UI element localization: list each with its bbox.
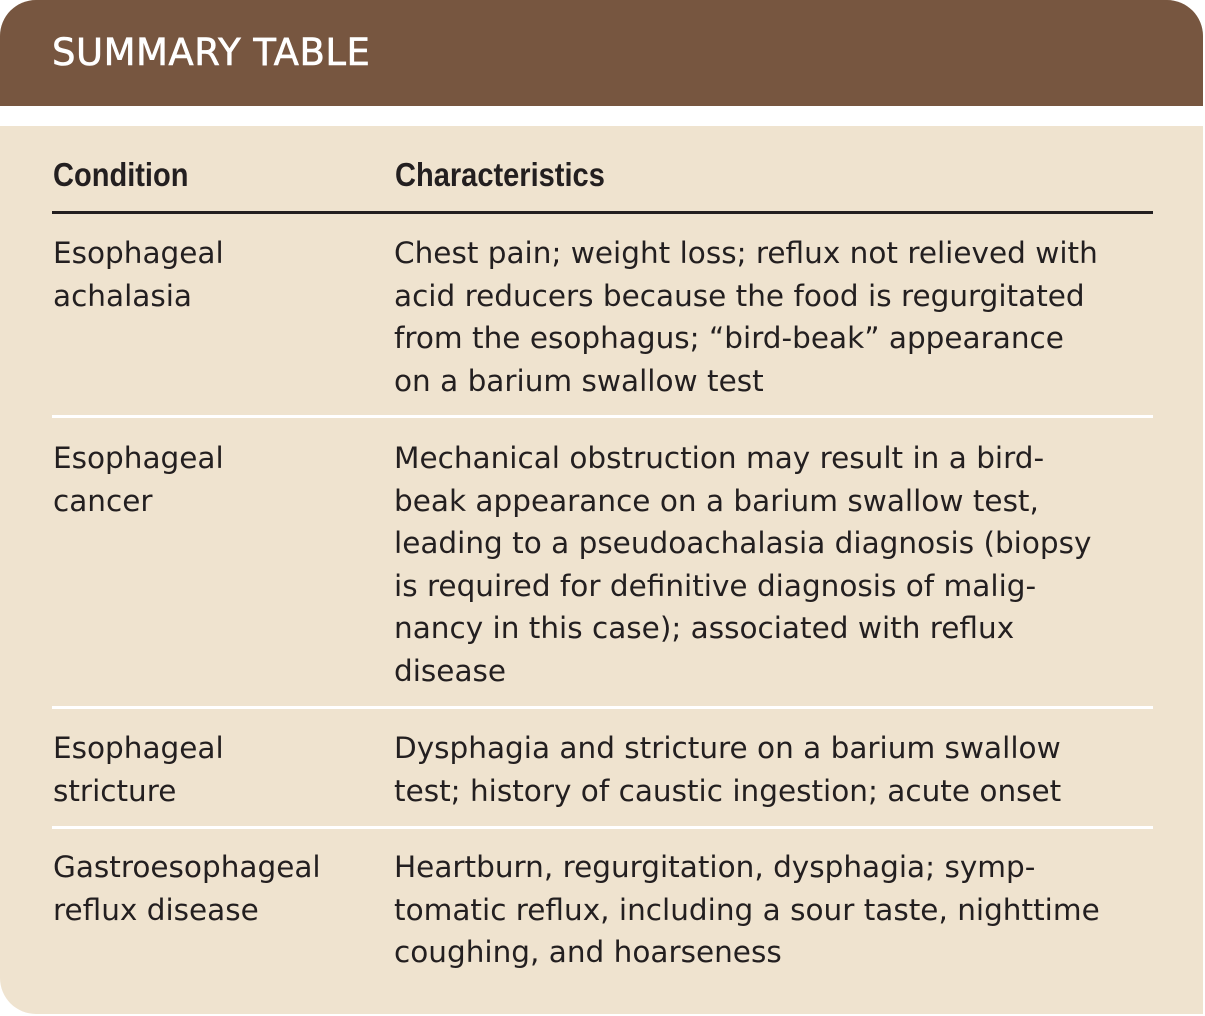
column-header-condition: Condition	[53, 156, 189, 193]
column-header-characteristics: Characteristics	[395, 156, 605, 193]
row-divider	[52, 415, 1153, 418]
summary-table-title: SUMMARY TABLE	[52, 31, 371, 74]
row-3-condition: Esophageal stricture	[53, 731, 224, 808]
row-1-condition: Esophageal achalasia	[53, 236, 224, 313]
row-2-characteristics: Mechanical obstruction may result in a bird- beak appearance on a barium swallow test, leading to a pseudoachalasia diagnosis (biopsy is required for definitive diagnosis of malig- nancy in this case); associated with reflux disease	[394, 441, 1092, 688]
row-1-characteristics: Chest pain; weight loss; reflux not relieved with acid reducers because the food is regurgitated from the esophagus; “bird-beak” appearance on a barium swallow test	[394, 236, 1098, 398]
header-rule	[52, 211, 1153, 214]
summary-table-header	[0, 0, 1203, 106]
row-2-condition: Esophageal cancer	[53, 441, 224, 518]
row-divider	[52, 706, 1153, 709]
row-divider	[52, 826, 1153, 829]
row-4-characteristics: Heartburn, regurgitation, dysphagia; symp- tomatic reflux, including a sour taste, nighttime coughing, and hoarseness	[394, 850, 1100, 969]
header-divider	[0, 106, 1203, 126]
row-4-condition: Gastroesophageal reflux disease	[53, 850, 321, 927]
row-3-characteristics: Dysphagia and stricture on a barium swallow test; history of caustic ingestion; acute onset	[394, 731, 1062, 808]
